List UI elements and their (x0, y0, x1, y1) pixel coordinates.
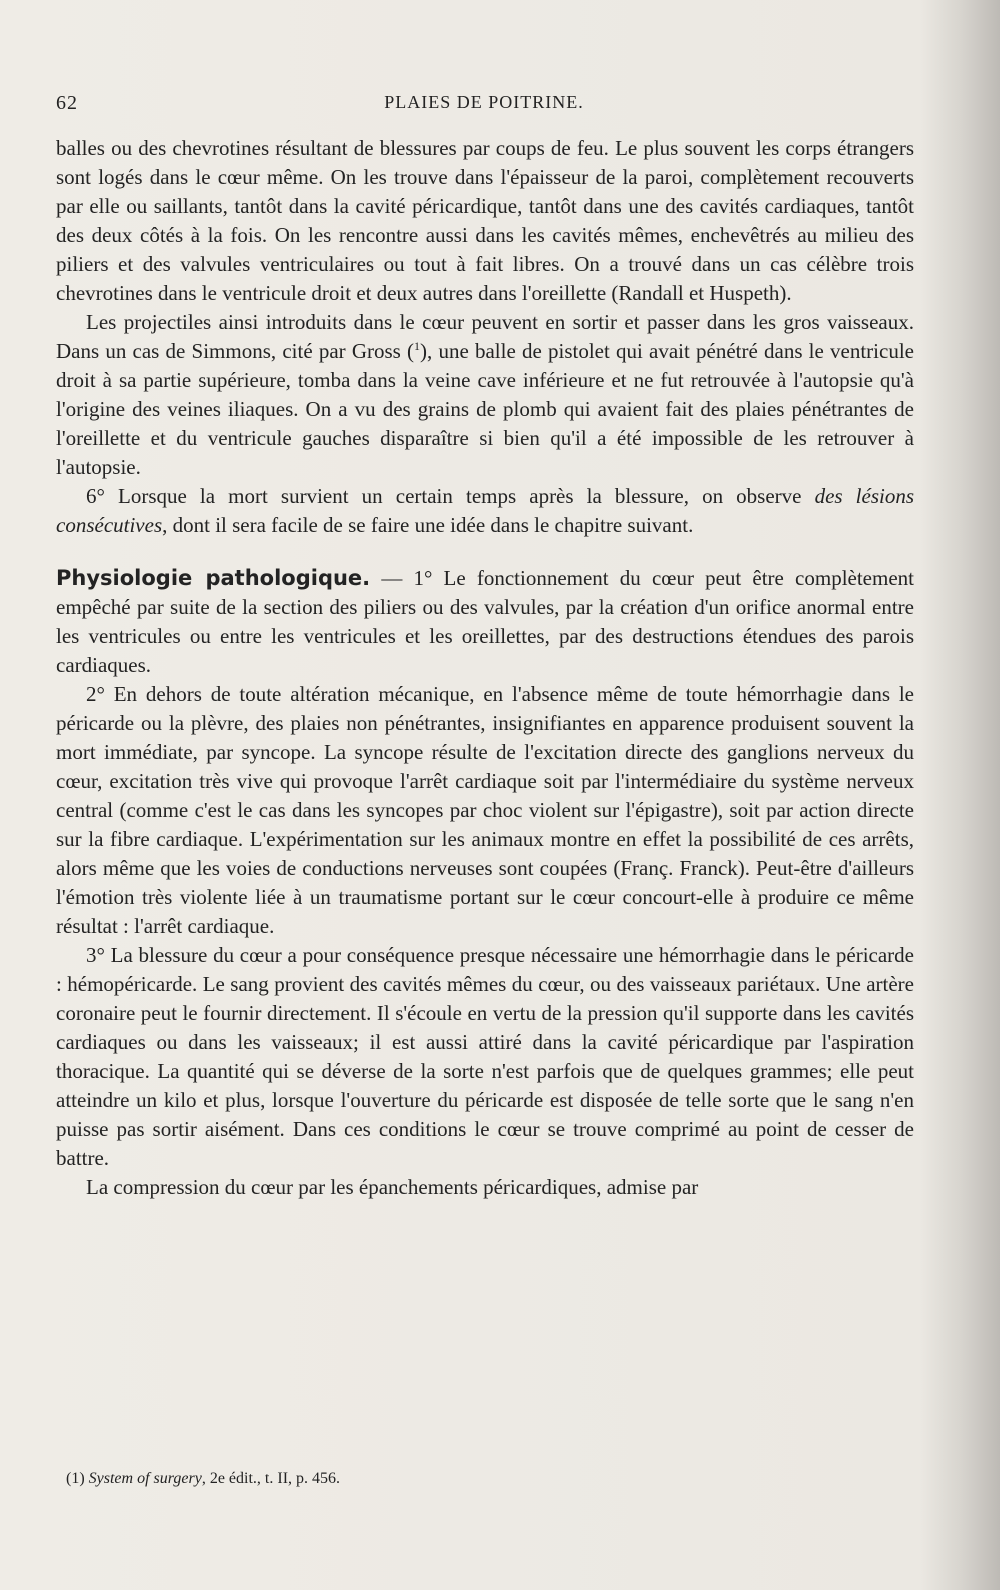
paragraph-physiology (56, 564, 914, 680)
paragraph-hemopericardium: 3° La blessure du cœur a pour conséquence presque nécessaire une hémorrhagie dans le péricarde : hémopéricarde. Le sang provient des cavités mêmes du cœur, ou des vaisseaux pariétaux. Une artère coronaire peut le fournir directement. Il s'écoule en vertu de la pression qu'il supporte dans les cavités cardiaques ou dans les vaisseaux; il est aussi attiré dans la cavité péricardique par l'aspiration thoracique. La quantité qui se déverse de la sorte n'est parfois que de quelques grammes; elle peut atteindre un kilo et plus, lorsque l'ouverture du péricarde est disposée de telle sorte que le sang n'en puisse pas sortir aisément. Dans ces conditions le cœur se trouve comprimé au point de cesser de battre. (56, 943, 914, 1170)
paragraph-text: , dont il sera facile de se faire une idée dans le chapitre suivant. (162, 513, 694, 537)
running-head (56, 92, 912, 113)
footnote-title: System of surgery (88, 1470, 202, 1487)
paragraph-syncope: 2° En dehors de toute altération mécanique, en l'absence même de toute hémorrhagie dans le péricarde ou la plèvre, des plaies non pénétrantes, insignifiantes en apparence produisent souvent la mort immédiate, par syncope. La syncope résulte de l'excitation directe des ganglions nerveux du cœur, excitation très vive qui provoque l'arrêt cardiaque soit par l'intermédiaire du système nerveux central (comme c'est le cas dans les syncopes par choc violent sur l'épigastre), soit par action directe sur la fibre cardiaque. L'expérimentation sur les animaux montre en effet la possibilité de ces arrêts, alors même que les voies de conductions nerveuses sont coupées (Franç. Franck). Peut-être d'ailleurs l'émotion très violente liée à un traumatisme portant sur le cœur concourt-elle à produire ce même résultat : l'arrêt cardiaque. (56, 682, 914, 938)
paragraph-compression: La compression du cœur par les épanchements péricardiques, admise par (86, 1175, 699, 1199)
footnote-marker: (1) (66, 1470, 85, 1487)
section-heading: Physiologie pathologique. (56, 566, 371, 590)
italic-phrase: des lésions consécutives (56, 484, 915, 537)
footnote-reference: 1 (414, 339, 421, 353)
body-text (56, 134, 914, 1202)
page-number: 62 (56, 92, 78, 114)
paragraph-text: ), une balle de pistolet qui avait pénétré dans le ventricule droit à sa partie supérieure, tomba dans la veine cave inférieure et ne fut retrouvée à l'autopsie qu'à l'origine des veines iliaques. On a vu des grains de plomb qui avaient fait des plaies pénétrantes de l'oreillette et du ventricule gauches disparaître si bien qu'il a été impossible de les retrouver à l'autopsie. (56, 339, 914, 479)
paragraph-foreign-bodies: balles ou des chevrotines résultant de blessures par coups de feu. Le plus souvent les corps étrangers sont logés dans le cœur même. On les trouve dans l'épaisseur de la paroi, complètement recouverts par elle ou saillants, tantôt dans la cavité péricardique, tantôt dans une des cavités cardiaques, tantôt des deux côtés à la fois. On les rencontre aussi dans les cavités mêmes, enchevêtrés au milieu des piliers et des valvules ventriculaires ou tout à fait libres. On a trouvé dans un cas célèbre trois chevrotines dans le ventricule droit et deux autres dans l'oreillette (Randall et Huspeth). (56, 136, 914, 305)
paragraph-text: Les projectiles ainsi introduits dans le cœur peuvent en sortir et passer dans les gros vaisseaux. Dans un cas de Simmons, cité par Gross ( (56, 310, 914, 363)
running-head-title: PLAIES DE POITRINE. (384, 92, 584, 112)
footnote-text: , 2e édit., t. II, p. 456. (201, 1470, 341, 1487)
footnote (56, 1470, 914, 1488)
paragraph-text: 6° Lorsque la mort survient un certain temps après la blessure, on observe (86, 484, 815, 508)
paragraph-text: — 1° Le fonctionnement du cœur peut être complètement empêché par suite de la section des piliers ou des valvules, par la création d'un orifice anormal entre les ventricules ou entre les ventricules et les oreillettes, par des destructions étendues des parois cardiaques. (56, 566, 914, 677)
paragraph-projectiles (56, 308, 914, 482)
paragraph-consecutive-lesions (56, 482, 914, 540)
